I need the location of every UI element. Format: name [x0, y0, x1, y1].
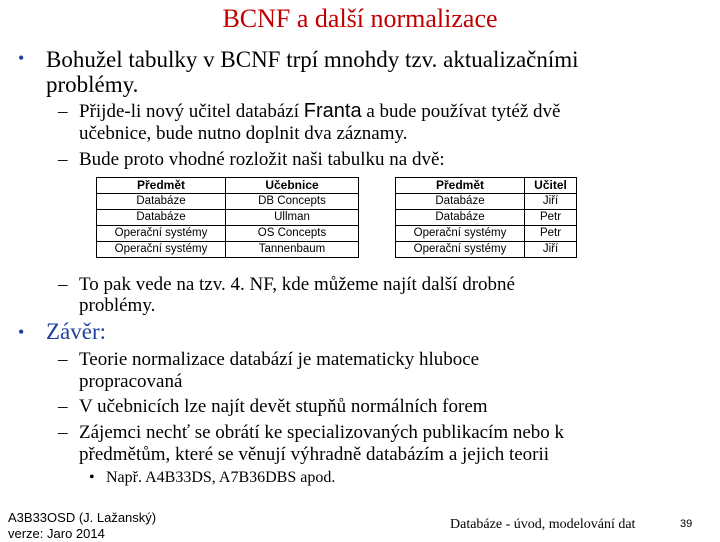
sub-bullet-text: Zájemci nechť se obrátí ke specializovaných publikacím nebo k — [79, 422, 565, 443]
table-cell: OS Concepts — [226, 226, 359, 242]
sub-sub-bullet-text: Např. A4B33DS, A7B36DBS apod. — [106, 469, 336, 486]
sub-bullet-text — [79, 101, 560, 122]
sub-bullet-text: Teorie normalizace databází je matematicky hluboce — [79, 349, 480, 370]
dash-marker: – — [58, 274, 68, 295]
footer-course-info — [8, 510, 156, 542]
table-row — [97, 226, 359, 242]
bullet-marker: • — [18, 48, 25, 68]
bullet-marker: • — [18, 322, 25, 342]
table-cell: Operační systémy — [97, 242, 226, 258]
table-cell: Tannenbaum — [226, 242, 359, 258]
sub-bullet-text: učebnice, bude nutno doplnit dva záznamy. — [79, 123, 408, 144]
table-cell: Databáze — [97, 194, 226, 210]
table-row — [396, 210, 577, 226]
bullet-text: Bohužel tabulky v BCNF trpí mnohdy tzv. aktualizačními — [46, 47, 579, 72]
bullet-text: Závěr: — [46, 319, 107, 344]
page-number: 39 — [680, 518, 693, 530]
table-cell: Operační systémy — [97, 226, 226, 242]
sub-bullet-text: Bude proto vhodné rozložit naši tabulku na dvě: — [79, 149, 445, 170]
sub-bullet-text: To pak vede na tzv. 4. NF, kde můžeme najít další drobné — [79, 274, 515, 295]
table-row — [396, 242, 577, 258]
table-cell: Databáze — [396, 210, 525, 226]
bullet-marker: • — [89, 469, 95, 486]
dash-marker: – — [58, 349, 68, 370]
table-subject-textbook — [96, 177, 359, 258]
table-subject-teacher — [395, 177, 577, 258]
table-header: Učebnice — [226, 178, 359, 194]
dash-marker: – — [58, 101, 68, 122]
table-header: Učitel — [525, 178, 577, 194]
table-row — [97, 194, 359, 210]
table-cell: DB Concepts — [226, 194, 359, 210]
sub-bullet-text: problémy. — [79, 295, 156, 316]
table-cell: Jiří — [525, 242, 577, 258]
table-header: Předmět — [396, 178, 525, 194]
sub-bullet-text: předmětům, které se věnují výhradně databázím a jejich teorii — [79, 444, 550, 465]
table-row — [396, 194, 577, 210]
text-segment: Přijde-li nový učitel databází — [79, 101, 304, 122]
dash-marker: – — [58, 149, 68, 170]
footer-section: Databáze - úvod, modelování dat — [450, 517, 636, 532]
sub-bullet-text: propracovaná — [79, 371, 183, 392]
table-cell: Ullman — [226, 210, 359, 226]
slide-title: BCNF a další normalizace — [222, 4, 498, 33]
table-cell: Operační systémy — [396, 242, 525, 258]
table-cell: Petr — [525, 226, 577, 242]
table-cell: Databáze — [396, 194, 525, 210]
table-cell: Operační systémy — [396, 226, 525, 242]
footer-course: A3B33OSD (J. Lažanský) — [8, 510, 157, 525]
table-row — [97, 242, 359, 258]
table-header: Předmět — [97, 178, 226, 194]
footer-version: verze: Jaro 2014 — [8, 526, 105, 541]
sub-bullet-text: V učebnicích lze najít devět stupňů normálních forem — [79, 396, 488, 417]
dash-marker: – — [58, 422, 68, 443]
table-cell: Jiří — [525, 194, 577, 210]
table-row — [396, 226, 577, 242]
highlighted-name: Franta — [303, 100, 362, 122]
dash-marker: – — [58, 396, 68, 417]
table-row — [97, 210, 359, 226]
table-cell: Databáze — [97, 210, 226, 226]
text-segment: a bude používat tytéž dvě — [361, 101, 561, 122]
bullet-text: problémy. — [46, 72, 139, 97]
table-cell: Petr — [525, 210, 577, 226]
